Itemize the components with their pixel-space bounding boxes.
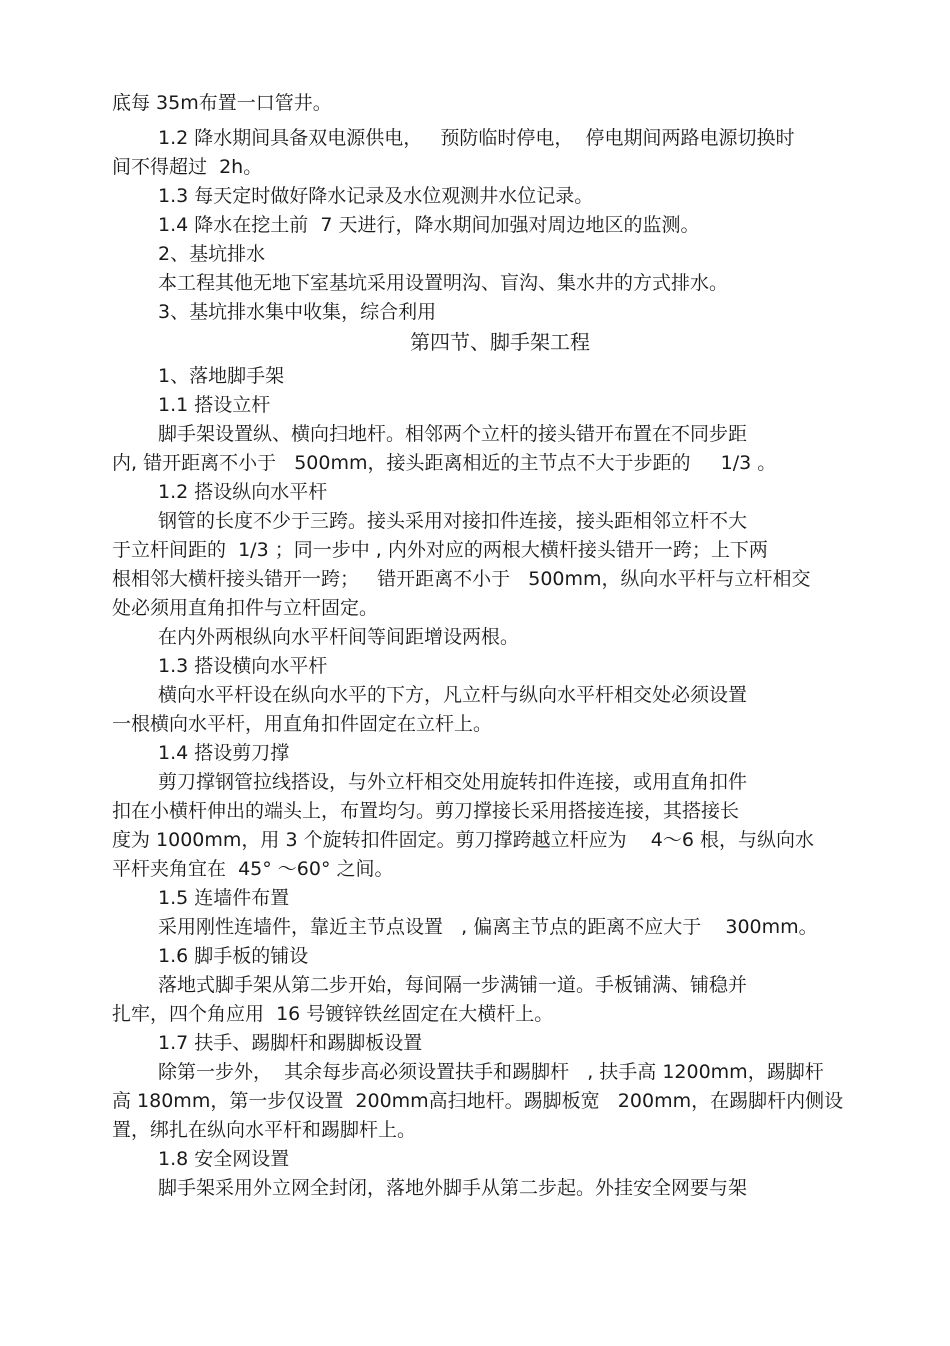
text-line: 3、基坑排水集中收集，综合利用 [158, 301, 437, 323]
text-line: 于立杆间距的 1/3 ；同一步中 , 内外对应的两根大横杆接头错开一跨；上下两 [112, 539, 768, 561]
text-line: 1.5 连墙件布置 [158, 887, 290, 909]
text-line: 高 180mm，第一步仅设置 200mm高扫地杆。踢脚板宽 200mm，在踢脚杆内侧设 [112, 1090, 844, 1112]
text-line: 扣在小横杆伸出的端头上，布置均匀。剪刀撑接长采用搭接连接，其搭接长 [112, 800, 740, 822]
text-line: 除第一步外， 其余每步高必须设置扶手和踢脚杆 , 扶手高 1200mm，踢脚杆 [158, 1061, 824, 1083]
text-line: 1.7 扶手、踢脚杆和踢脚板设置 [158, 1032, 423, 1054]
text-line: 1.1 搭设立杆 [158, 394, 271, 416]
text-line: 1.2 降水期间具备双电源供电， 预防临时停电， 停电期间两路电源切换时 [158, 127, 795, 149]
text-line: 脚手架采用外立网全封闭，落地外脚手从第二步起。外挂安全网要与架 [158, 1177, 748, 1199]
text-line: 底每 35m布置一口管井。 [112, 92, 332, 114]
text-line: 1.8 安全网设置 [158, 1148, 290, 1170]
text-line: 根相邻大横杆接头错开一跨； 错开距离不小于 500mm，纵向水平杆与立杆相交 [112, 568, 811, 590]
text-line: 1.6 脚手板的铺设 [158, 945, 309, 967]
section-title: 第四节、脚手架工程 [410, 330, 590, 354]
text-line: 在内外两根纵向水平杆间等间距增设两根。 [158, 626, 520, 648]
text-line: 度为 1000mm，用 3 个旋转扣件固定。剪刀撑跨越立杆应为 4～6 根，与纵向水 [112, 829, 814, 851]
text-line: 钢管的长度不少于三跨。接头采用对接扣件连接，接头距相邻立杆不大 [158, 510, 748, 532]
text-line: 扎牢，四个角应用 16 号镀锌铁丝固定在大横杆上。 [112, 1003, 554, 1025]
text-line: 横向水平杆设在纵向水平的下方，凡立杆与纵向水平杆相交处必须设置 [158, 684, 748, 706]
text-line: 处必须用直角扣件与立杆固定。 [112, 597, 379, 619]
text-line: 一根横向水平杆，用直角扣件固定在立杆上。 [112, 713, 493, 735]
text-line: 脚手架设置纵、横向扫地杆。相邻两个立杆的接头错开布置在不同步距 [158, 423, 748, 445]
text-line: 采用刚性连墙件，靠近主节点设置 , 偏离主节点的距离不应大于 300mm。 [158, 916, 818, 938]
text-line: 本工程其他无地下室基坑采用设置明沟、盲沟、集水井的方式排水。 [158, 272, 729, 294]
text-line: 1、落地脚手架 [158, 365, 285, 387]
text-line: 落地式脚手架从第二步开始，每间隔一步满铺一道。手板铺满、铺稳并 [158, 974, 748, 996]
text-line: 1.2 搭设纵向水平杆 [158, 481, 328, 503]
text-line: 平杆夹角宜在 45° ～60° 之间。 [112, 858, 394, 880]
text-line: 1.4 降水在挖土前 7 天进行，降水期间加强对周边地区的监测。 [158, 214, 700, 236]
text-line: 1.3 搭设横向水平杆 [158, 655, 328, 677]
text-line: 间不得超过 2h。 [112, 156, 263, 178]
text-line: 1.4 搭设剪刀撑 [158, 742, 290, 764]
text-line: 内, 错开距离不小于 500mm，接头距离相近的主节点不大于步距的 1/3 。 [112, 452, 777, 474]
text-line: 置，绑扎在纵向水平杆和踢脚杆上。 [112, 1119, 417, 1141]
text-line: 剪刀撑钢管拉线搭设，与外立杆相交处用旋转扣件连接，或用直角扣件 [158, 771, 748, 793]
text-line: 1.3 每天定时做好降水记录及水位观测井水位记录。 [158, 185, 594, 207]
text-line: 2、基坑排水 [158, 243, 266, 265]
